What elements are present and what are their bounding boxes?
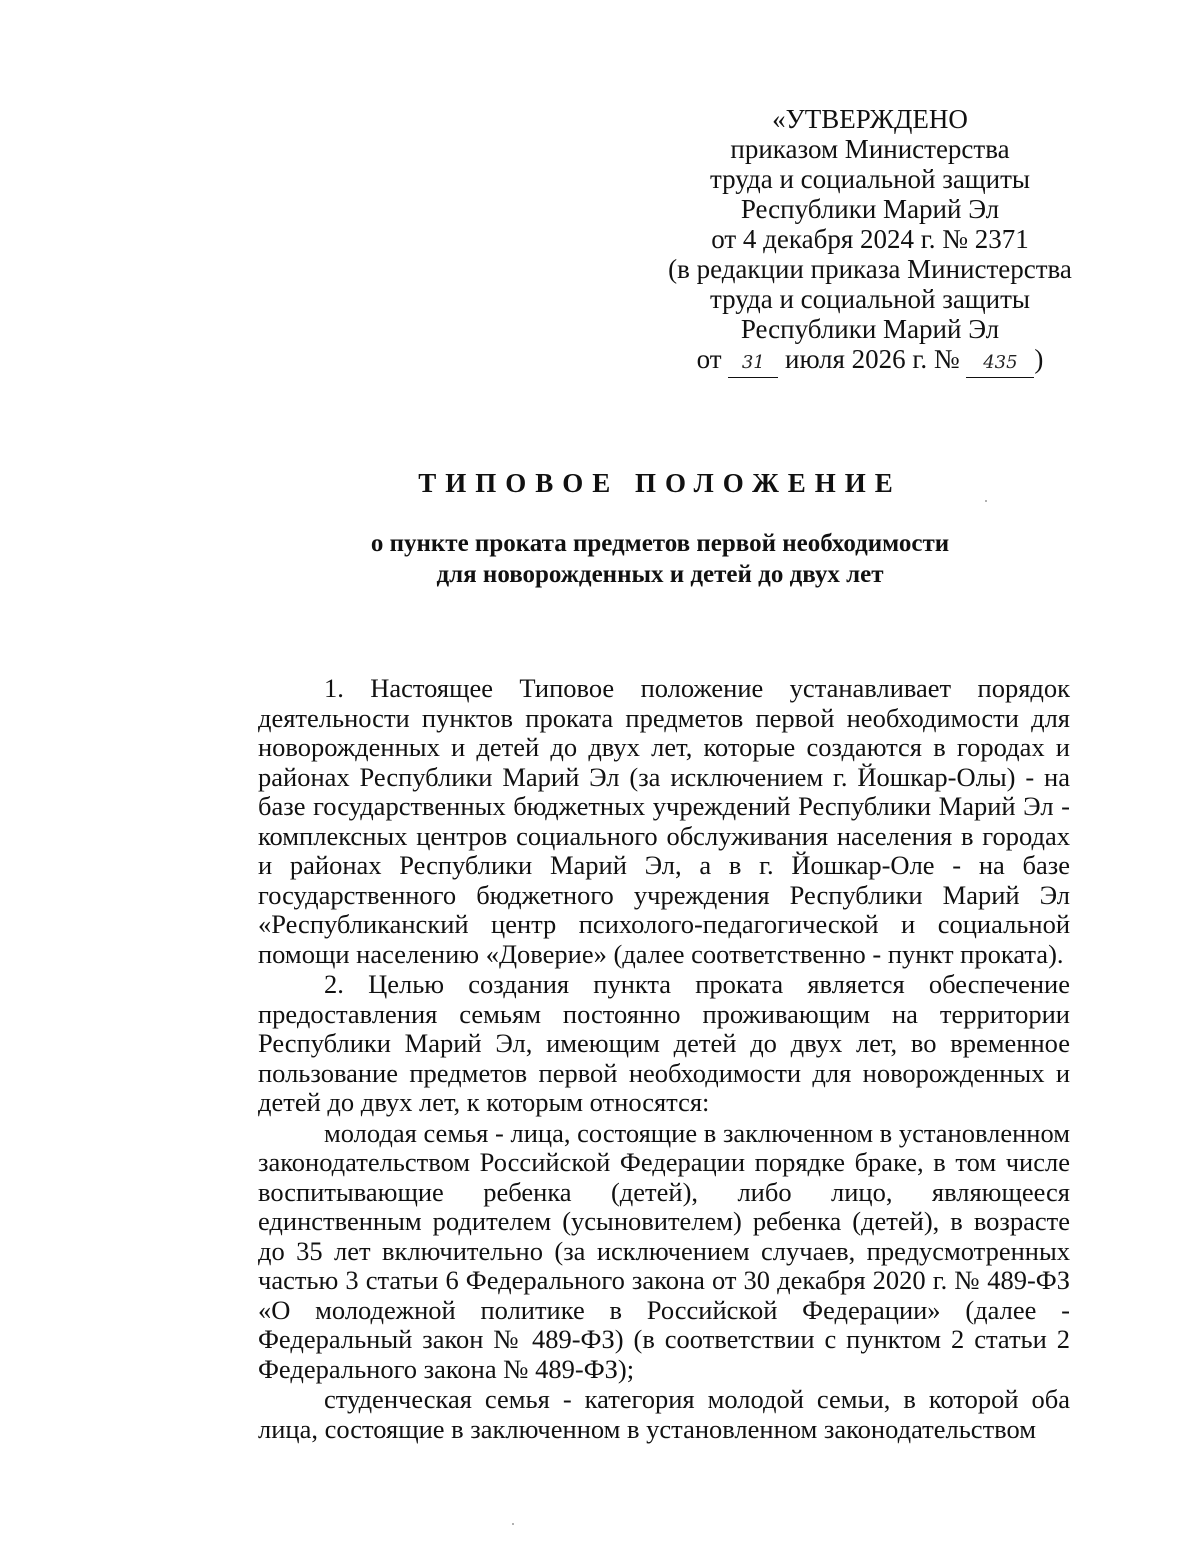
subtitle-line-1: о пункте проката предметов первой необходимости <box>370 530 950 557</box>
paragraph-2: 2. Целью создания пункта проката является обеспечение предоставления семьям постоянно проживающим на территории Республики Марий Эл, имеющим детей до двух лет, во временное пользование предметов первой необходимости для новорожденных и детей до двух лет, к которым относятся: <box>258 969 1070 1117</box>
approval-line-6: (в редакции приказа Министерства <box>668 254 1072 284</box>
handwritten-day: 31 <box>728 351 778 378</box>
paragraph-young-family: молодая семья - лица, состоящие в заключенном в установленном законодательством Российской Федерации порядке браке, в том числе воспитывающие ребенка (детей), либо лицо, являющееся единственным родителем (усыновителем) ребенка (детей), в возрасте до 35 лет включительно (за исключением случаев, предусмотренных частью 3 статьи 6 Федерального закона от 30 декабря 2020 г. № 489-ФЗ «О молодежной политике в Российской Федерации» (далее - Федеральный закон № 489-ФЗ) (в соответствии с пунктом 2 статьи 2 Федерального закона № 489-ФЗ); <box>258 1117 1070 1384</box>
approval-line-1: «УТВЕРЖДЕНО <box>772 104 968 134</box>
approval-line-9 <box>650 344 1090 378</box>
document-body <box>258 674 1070 1444</box>
approval-line-2: приказом Министерства <box>730 134 1010 164</box>
approval-date-prefix: от <box>696 344 722 374</box>
approval-date-suffix: ) <box>1034 344 1044 374</box>
document-subtitle <box>260 528 1060 590</box>
approval-line-7: труда и социальной защиты <box>709 284 1031 314</box>
scan-speck <box>985 500 987 502</box>
paragraph-student-family: студенческая семья - категория молодой семьи, в которой оба лица, состоящие в заключенном в установленном законодательством <box>258 1384 1070 1444</box>
approval-stamp <box>650 104 1090 378</box>
approval-line-4: Республики Марий Эл <box>740 194 1000 224</box>
document-title: ТИПОВОЕ ПОЛОЖЕНИЕ <box>418 468 902 498</box>
approval-line-8: Республики Марий Эл <box>740 314 1000 344</box>
approval-line-3: труда и социальной защиты <box>709 164 1031 194</box>
paragraph-1: 1. Настоящее Типовое положение устанавливает порядок деятельности пунктов проката предметов первой необходимости для новорожденных и детей до двух лет, которые создаются в городах и районах Республики Марий Эл (за исключением г. Йошкар-Олы) - на базе государственных бюджетных учреждений Республики Марий Эл - комплексных центров социального обслуживания населения в городах и районах Республики Марий Эл, а в г. Йошкар-Оле - на базе государственного бюджетного учреждения Республики Марий Эл «Республиканский центр психолого-педагогической и социальной помощи населению «Доверие» (далее соответственно - пункт проката). <box>258 673 1070 969</box>
scan-speck <box>512 1523 514 1525</box>
approval-date-middle: июля 2026 г. № <box>785 344 960 374</box>
approval-line-5: от 4 декабря 2024 г. № 2371 <box>711 224 1029 254</box>
handwritten-number: 435 <box>966 351 1034 378</box>
subtitle-line-2: для новорожденных и детей до двух лет <box>436 561 884 588</box>
